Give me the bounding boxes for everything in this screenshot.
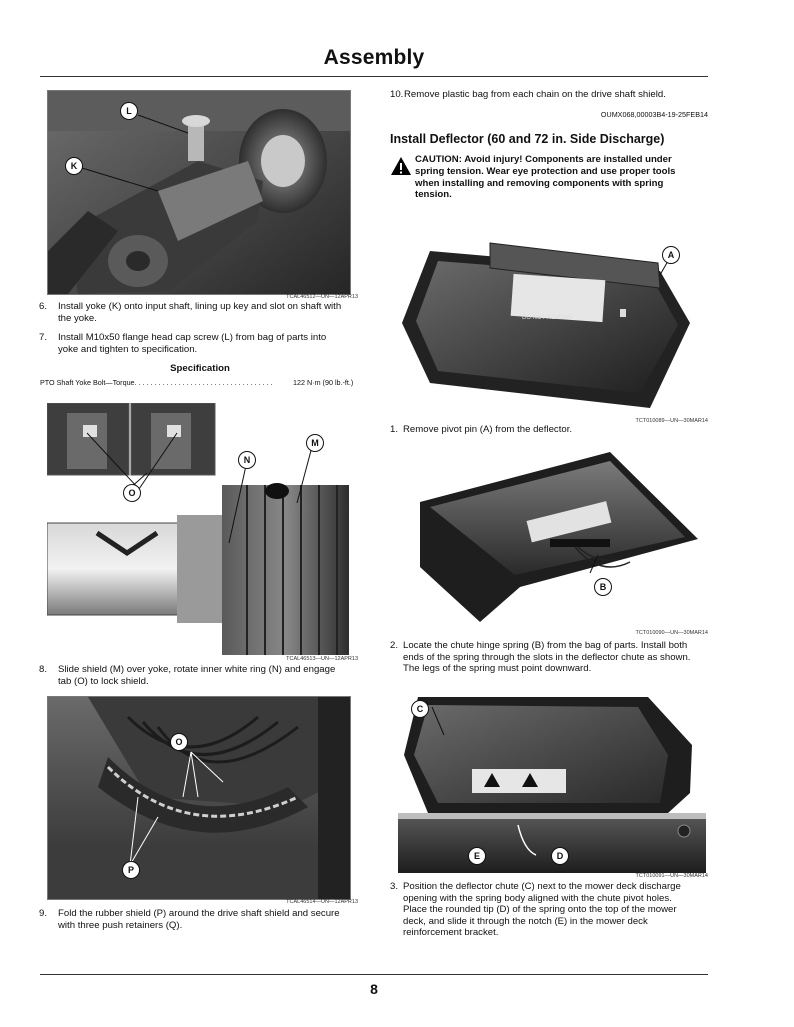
figure-rubber-shield <box>47 696 351 900</box>
figure-deflector-pivot <box>390 233 708 413</box>
callout-K: K <box>65 157 83 175</box>
step-number: 1. <box>390 424 399 435</box>
deflector-position-illustration <box>398 685 706 873</box>
callout-L: L <box>120 102 138 120</box>
step-number: 6. <box>39 301 48 312</box>
section-heading: Install Deflector (60 and 72 in. Side Discharge) <box>390 132 665 146</box>
callout-O: O <box>123 484 141 502</box>
figure-code: TCAL46513—UN—12APR13 <box>286 656 358 662</box>
page-title: Assembly <box>323 46 425 69</box>
step-number: 8. <box>39 664 48 675</box>
step-text: Fold the rubber shield (P) around the drive shaft shield and secure with three push retainers (Q). <box>58 908 340 931</box>
specification-heading: Specification <box>170 363 230 374</box>
callout-O: O <box>170 733 188 751</box>
figure-code: TCT010090—UN—30MAR14 <box>635 630 708 636</box>
callout-M: M <box>306 434 324 452</box>
figure-code: TCT010089—UN—30MAR14 <box>635 418 708 424</box>
step-number: 7. <box>39 332 48 343</box>
top-rule <box>40 76 708 77</box>
figure-code: TCAL46514—UN—12APR13 <box>286 899 358 905</box>
warning-triangle-icon <box>390 156 412 176</box>
callout-N: N <box>238 451 256 469</box>
shield-photo-illustration <box>47 403 349 655</box>
figure-chute-spring <box>400 447 702 627</box>
step-text: Remove pivot pin (A) from the deflector. <box>403 424 573 435</box>
step-number: 10. <box>390 89 404 100</box>
callout-A: A <box>662 246 680 264</box>
figure-deflector-position <box>398 685 706 873</box>
caution-block <box>390 154 710 206</box>
step-text: Install M10x50 flange head cap screw (L) from bag of parts into yoke and tighten to specification. <box>58 332 327 355</box>
step-text: Slide shield (M) over yoke, rotate inner white ring (N) and engage tab (O) to lock shield. <box>58 664 336 687</box>
step-text: Locate the chute hinge spring (B) from the bag of parts. Install both ends of the spring through the slots in the deflector chute as shown. The legs of the spring must point downward. <box>403 640 691 675</box>
figure-shield-install <box>47 403 349 655</box>
step-text: Remove plastic bag from each chain on the drive shaft shield. <box>404 89 666 100</box>
callout-P: P <box>122 861 140 879</box>
figure-code: TCAL46512—UN—12APR13 <box>286 294 358 300</box>
callout-C: C <box>411 700 429 718</box>
step-text: Position the deflector chute (C) next to the mower deck discharge opening with the spring body aligned with the chute pivot holes. Place the rounded tip (D) of the spring onto the top of the mower deck, and slide it through the notch (E) in the mower deck reinforcement bracket. <box>403 881 681 939</box>
step-number: 9. <box>39 908 48 919</box>
page-number: 8 <box>370 981 378 997</box>
chute-spring-illustration <box>400 447 702 627</box>
spec-row-value: 122 N·m (90 lb.-ft.) <box>293 378 354 387</box>
spec-row-label: PTO Shaft Yoke Bolt—Torque. . . . . . . . . . . . . . . . . . . . . . . . . . . . . . . . . . . <box>40 378 273 387</box>
callout-D: D <box>551 847 569 865</box>
yoke-photo-illustration <box>48 91 350 294</box>
decal-text: DO NOT REMOVE <box>522 315 573 321</box>
step-number: 3. <box>390 881 399 892</box>
rubber-shield-photo-illustration <box>48 697 350 899</box>
deflector-illustration <box>390 233 708 413</box>
bottom-rule <box>40 974 708 975</box>
callout-E: E <box>468 847 486 865</box>
step-number: 2. <box>390 640 399 651</box>
figure-code: TCT010091—UN—30MAR14 <box>635 873 708 879</box>
reference-code: OUMX068,00003B4-19-25FEB14 <box>600 110 708 119</box>
figure-yoke-install <box>47 90 351 295</box>
caution-text: CAUTION: Avoid injury! Components are installed under spring tension. Wear eye protection and use proper tools when installing and removing components with spring tension. <box>415 154 676 201</box>
step-text: Install yoke (K) onto input shaft, lining up key and slot on shaft with the yoke. <box>58 301 342 324</box>
callout-B: B <box>594 578 612 596</box>
